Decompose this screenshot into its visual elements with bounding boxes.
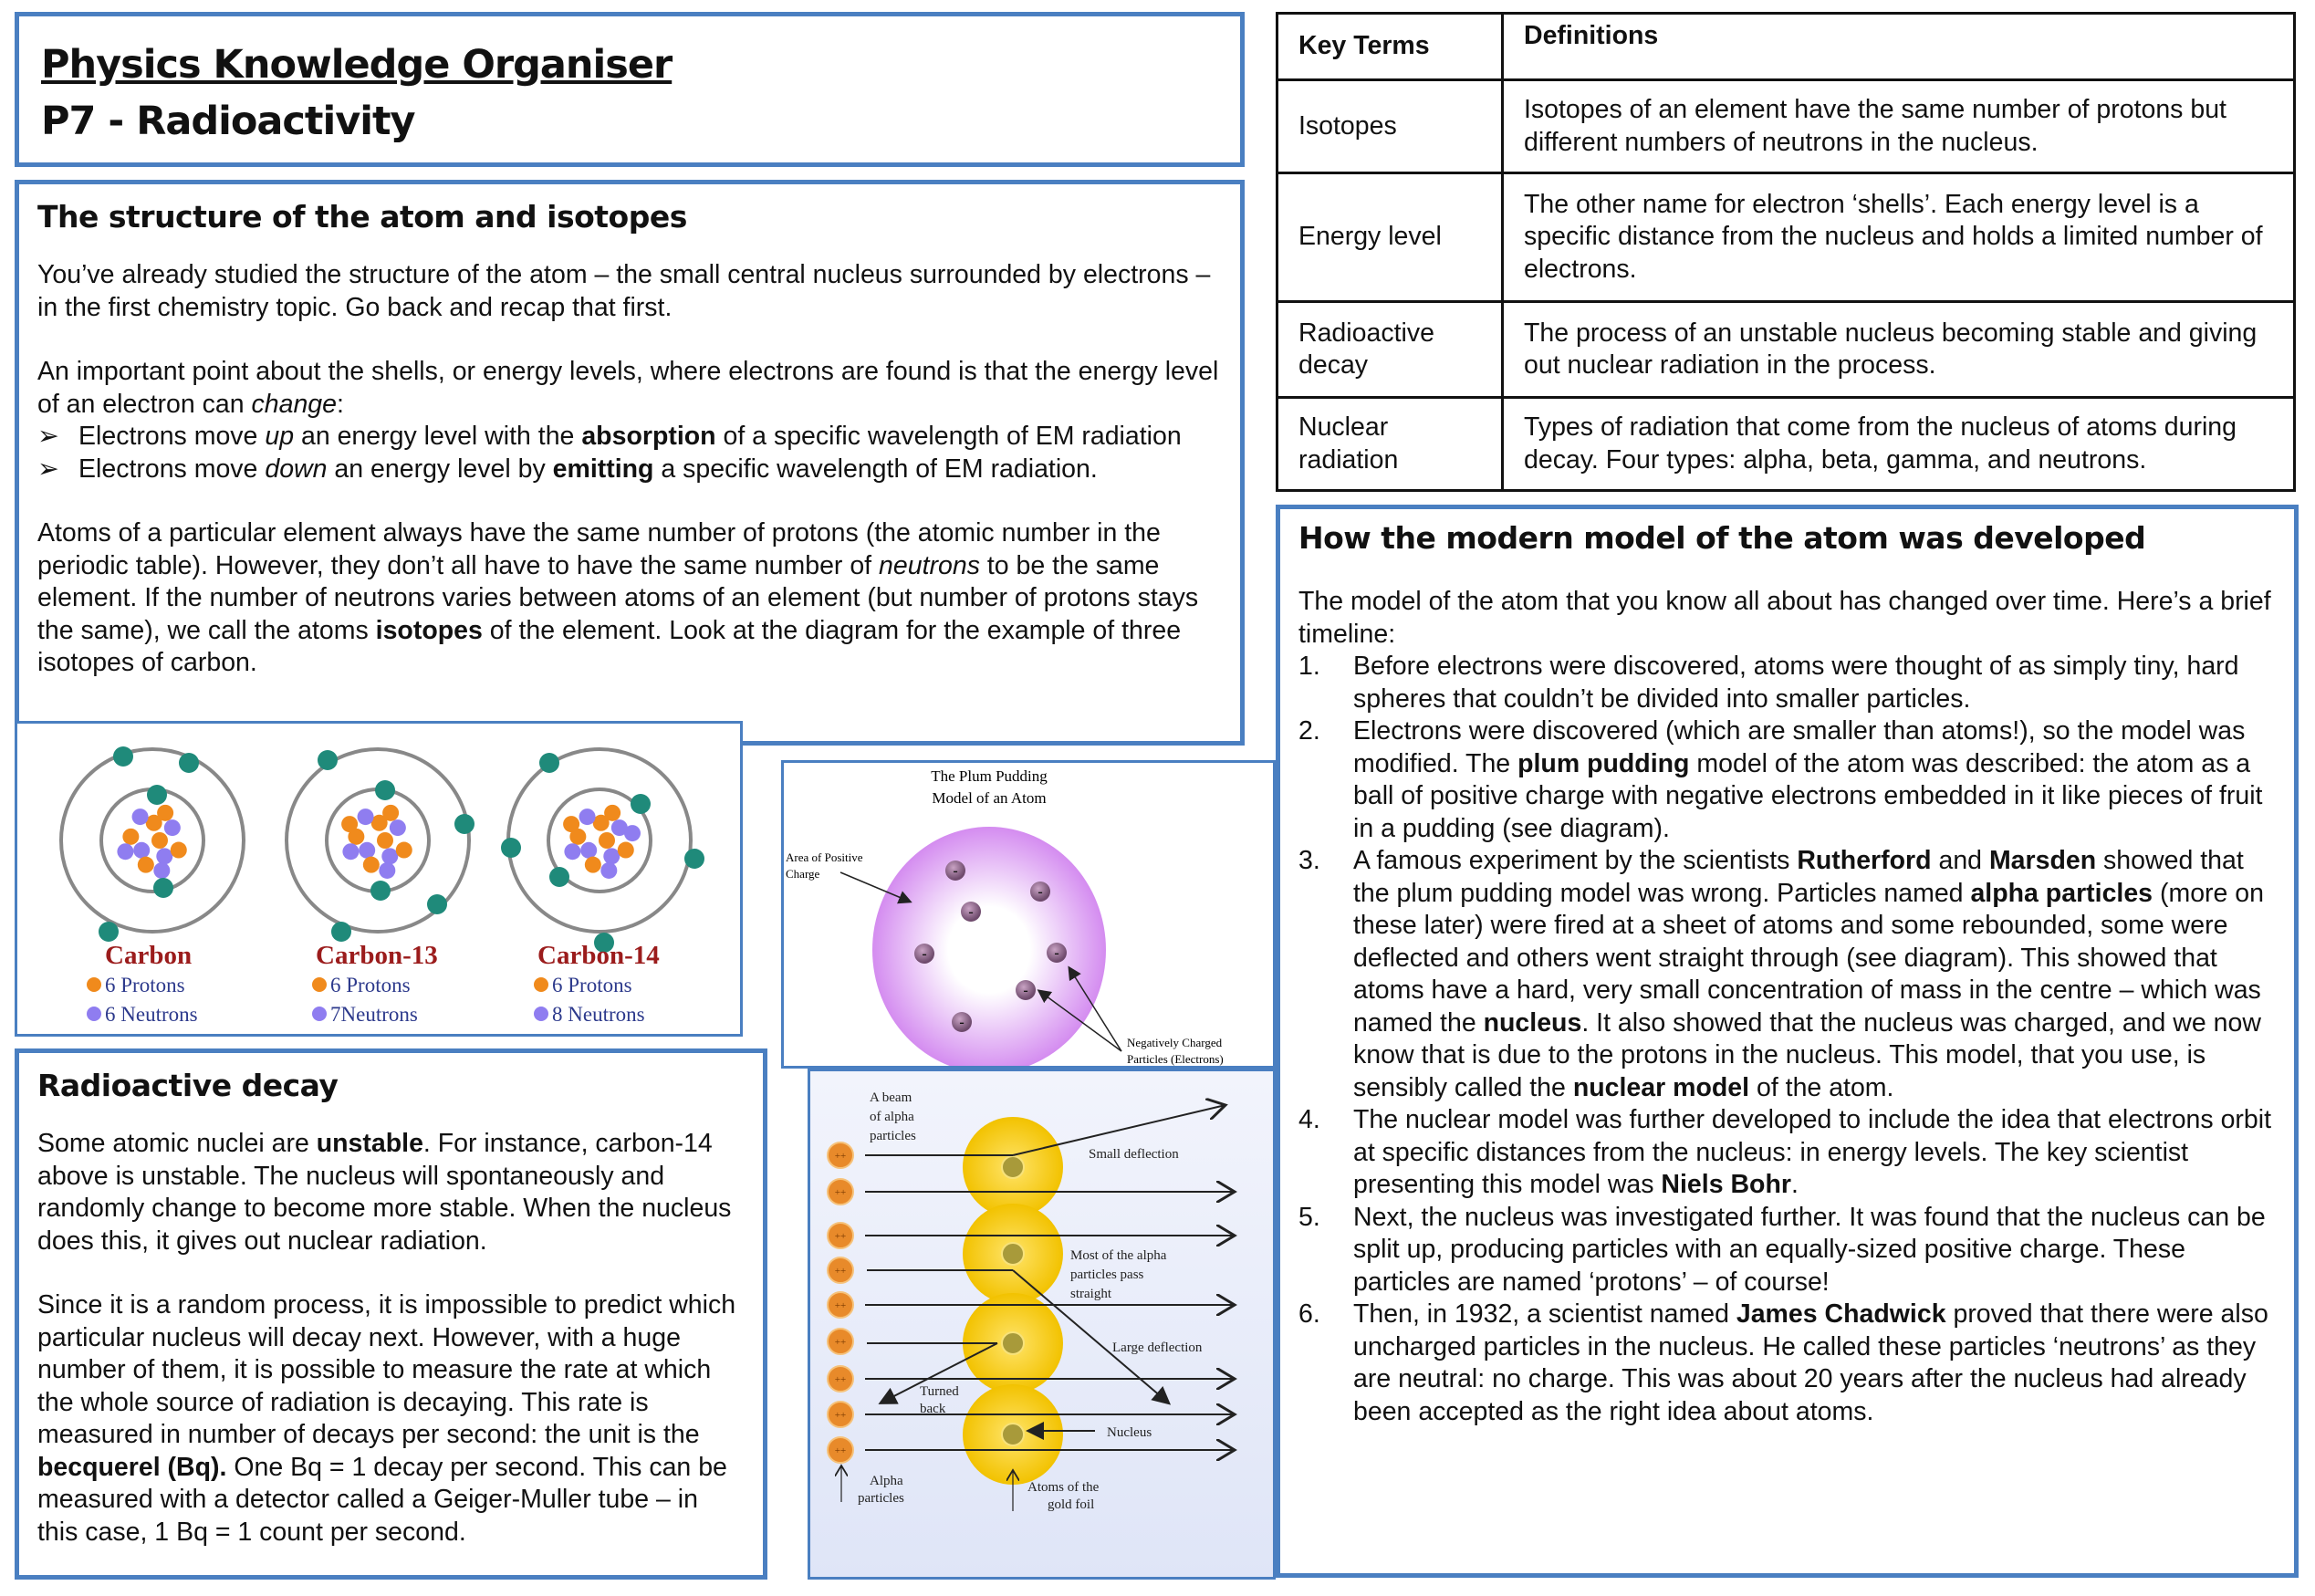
label-negative: Negatively Charged bbox=[1127, 1036, 1223, 1049]
alpha-particle-icon bbox=[828, 1366, 853, 1392]
table-row bbox=[1277, 173, 2295, 302]
neutron-icon bbox=[153, 862, 170, 879]
italic-text: change bbox=[251, 389, 338, 419]
timeline-item bbox=[1298, 715, 2276, 845]
nucleus-icon bbox=[1002, 1243, 1024, 1265]
proton-count: 6 Protons bbox=[552, 974, 632, 996]
alpha-particle-icon bbox=[828, 1179, 853, 1205]
isotopes-illustration bbox=[17, 724, 740, 1034]
proton-icon bbox=[585, 857, 601, 873]
electron-icon bbox=[113, 746, 133, 767]
arrow-bullet-icon: ➢ bbox=[37, 454, 59, 484]
svg-text:++: ++ bbox=[834, 1374, 847, 1385]
table-row bbox=[1277, 80, 2295, 173]
label-alpha-particles: particles bbox=[858, 1491, 904, 1506]
gold-foil-illustration bbox=[810, 1071, 1273, 1577]
electron-icon bbox=[179, 753, 199, 773]
electron-icon bbox=[952, 1012, 972, 1032]
svg-text:++: ++ bbox=[834, 1300, 847, 1311]
text-run: Some atomic nuclei are bbox=[37, 1129, 317, 1158]
electron-icon bbox=[370, 881, 391, 901]
carbon-isotopes-diagram bbox=[15, 721, 743, 1037]
text-run: an energy level with the bbox=[294, 422, 582, 451]
bullet-item bbox=[37, 421, 1222, 454]
text-run: You’ve already studied the structure of the atom – the small central nucleus surrounded by electrons – in the first chemistry topic. Go back and recap that first. bbox=[37, 260, 1211, 322]
text-run: Electrons move bbox=[78, 454, 266, 484]
gold-atom bbox=[963, 1117, 1063, 1217]
isotope-name: Carbon-13 bbox=[316, 941, 438, 970]
item-text bbox=[1353, 652, 2239, 714]
svg-text:-: - bbox=[1038, 884, 1043, 900]
text-run: Next, the nucleus was investigated further. It was found that the nucleus can be split up, producing particles with an equally-sized positive charge. These particles are named ‘protons’ – of course! bbox=[1353, 1202, 2266, 1297]
definition-cell: Types of radiation that come from the nucleus of atoms during decay. Four types: alpha, beta, gamma, and neutrons. bbox=[1503, 398, 2295, 491]
label-positive: Charge bbox=[786, 867, 820, 881]
electron-icon bbox=[331, 922, 351, 942]
term-cell: Energy level bbox=[1277, 173, 1503, 302]
page-title: Physics Knowledge Organiser bbox=[41, 42, 673, 88]
neutron-icon bbox=[379, 862, 395, 879]
neutron-icon bbox=[164, 819, 181, 836]
italic-text: neutrons bbox=[879, 550, 980, 580]
label-turned-back: back bbox=[920, 1402, 946, 1416]
alpha-particle-icon bbox=[828, 1223, 853, 1248]
plum-pudding-illustration bbox=[784, 763, 1273, 1066]
gold-atom bbox=[963, 1204, 1063, 1304]
text-run: Before electrons were discovered, atoms were thought of as simply tiny, hard spheres that couldn’t be divided into smaller particles. bbox=[1353, 652, 2239, 714]
table-header-row bbox=[1277, 14, 2295, 80]
bold-text: unstable bbox=[316, 1129, 423, 1158]
proton-count: 6 Protons bbox=[330, 974, 411, 996]
table-row bbox=[1277, 302, 2295, 398]
item-number: 1. bbox=[1298, 652, 1320, 681]
svg-text:++: ++ bbox=[834, 1410, 847, 1421]
text-run: : bbox=[337, 389, 344, 419]
bullet-item bbox=[37, 454, 1222, 486]
proton-count: 6 Protons bbox=[105, 974, 185, 996]
alpha-particle-icon bbox=[828, 1329, 853, 1354]
label-positive: Area of Positive bbox=[786, 850, 863, 864]
neutron-icon bbox=[580, 842, 597, 859]
timeline-item bbox=[1298, 1202, 2276, 1299]
text-run: of the atom. bbox=[1749, 1072, 1894, 1102]
proton-icon bbox=[151, 832, 168, 849]
timeline-item bbox=[1298, 651, 2276, 715]
text-run: model of the atom was described: the atom as a ball of positive charge with negative electrons embedded in it like pieces of fruit in a pudding (see diagram). bbox=[1353, 748, 2263, 843]
bold-text: James Chadwick bbox=[1736, 1299, 1946, 1329]
text-run: and bbox=[1931, 846, 1989, 875]
item-text bbox=[1353, 1203, 2266, 1297]
definition-cell: Isotopes of an element have the same number of protons but different numbers of neutrons in the nucleus. bbox=[1503, 80, 2295, 173]
nucleus-icon bbox=[1002, 1156, 1024, 1178]
label-alpha-particles: Alpha bbox=[870, 1474, 903, 1488]
electron-icon bbox=[1030, 881, 1050, 902]
label-most-pass: Most of the alpha bbox=[1070, 1248, 1167, 1263]
item-text bbox=[1353, 846, 2264, 1102]
bold-text: Marsden bbox=[1988, 846, 2097, 875]
electron-icon bbox=[631, 794, 651, 814]
text-run: . For instance, carbon-14 above is unstable. The nucleus will spontaneously and randomly change to become more stable. When the nucleus does this, it gives out nuclear radiation. bbox=[37, 1129, 732, 1256]
label-large-deflection: Large deflection bbox=[1112, 1340, 1203, 1355]
text-run: . bbox=[1790, 1170, 1799, 1199]
paragraph bbox=[37, 259, 1222, 324]
electron-icon bbox=[375, 780, 395, 800]
svg-text:++: ++ bbox=[834, 1337, 847, 1348]
text-run: . It also showed that the nucleus was charged, and we now know that is due to the protons in the nucleus. This model, that you use, is sensibly called the bbox=[1353, 1007, 2261, 1102]
bold-text: isotopes bbox=[375, 615, 483, 645]
column-header: Definitions bbox=[1503, 14, 2295, 80]
svg-text:-: - bbox=[968, 904, 974, 920]
text-run: Electrons were discovered (which are smaller than atoms!), so the model was modified. The bbox=[1353, 716, 2246, 778]
text-run: of the element. Look at the diagram for the example of three isotopes of carbon. bbox=[37, 615, 1182, 677]
neutron-icon bbox=[390, 819, 406, 836]
bold-text: plum pudding bbox=[1517, 748, 1690, 778]
item-text bbox=[1353, 1299, 2268, 1426]
paragraph bbox=[37, 356, 1222, 421]
neutron-key-icon bbox=[312, 1007, 327, 1021]
section-heading: The structure of the atom and isotopes bbox=[37, 199, 687, 235]
alpha-particle-icon bbox=[828, 1257, 853, 1283]
label-beam: A beam bbox=[870, 1090, 912, 1105]
label-beam: particles bbox=[870, 1129, 916, 1143]
paragraph bbox=[37, 517, 1222, 680]
proton-icon bbox=[377, 832, 393, 849]
table-row bbox=[1277, 398, 2295, 491]
definition-cell: The other name for electron ‘shells’. Each energy level is a specific distance from the nucleus and holds a limited number of electrons. bbox=[1503, 173, 2295, 302]
bold-text: Rutherford bbox=[1797, 846, 1932, 875]
timeline-item bbox=[1298, 845, 2276, 1104]
nucleus-icon bbox=[1002, 1424, 1024, 1445]
section-heading: Radioactive decay bbox=[37, 1068, 339, 1103]
label-gold-foil: gold foil bbox=[1048, 1497, 1095, 1512]
label-nucleus: Nucleus bbox=[1107, 1425, 1152, 1440]
proton-icon bbox=[138, 857, 154, 873]
electron-icon bbox=[454, 814, 474, 834]
neutron-icon bbox=[358, 808, 374, 825]
label-most-pass: particles pass bbox=[1070, 1267, 1144, 1282]
item-number: 4. bbox=[1298, 1105, 1320, 1134]
bullet-text bbox=[78, 454, 1098, 484]
proton-key-icon bbox=[312, 977, 327, 992]
neutron-icon bbox=[579, 808, 596, 825]
proton-icon bbox=[157, 805, 173, 821]
timeline-item bbox=[1298, 1104, 2276, 1202]
neutron-icon bbox=[564, 843, 580, 860]
svg-text:-: - bbox=[1054, 945, 1059, 961]
section-heading: How the modern model of the atom was developed bbox=[1298, 520, 2146, 556]
bullet-list bbox=[37, 421, 1222, 485]
proton-icon bbox=[171, 842, 187, 859]
svg-text:-: - bbox=[959, 1015, 965, 1030]
column-header: Key Terms bbox=[1277, 14, 1503, 80]
bold-text: emitting bbox=[552, 454, 654, 484]
text-run: A famous experiment by the scientists bbox=[1353, 846, 1798, 875]
neutron-key-icon bbox=[87, 1007, 101, 1021]
paragraph bbox=[37, 1289, 745, 1549]
gold-atom bbox=[963, 1384, 1063, 1485]
svg-text:++: ++ bbox=[834, 1151, 847, 1162]
page-subtitle: P7 - Radioactivity bbox=[41, 99, 415, 144]
proton-icon bbox=[396, 842, 412, 859]
bold-text: nuclear model bbox=[1572, 1072, 1750, 1102]
plum-pudding-diagram bbox=[781, 760, 1276, 1069]
isotope-name: Carbon-14 bbox=[537, 941, 660, 970]
svg-text:-: - bbox=[953, 863, 958, 879]
bold-text: nucleus bbox=[1483, 1007, 1582, 1038]
svg-text:-: - bbox=[1023, 983, 1028, 998]
definition-cell: The process of an unstable nucleus becoming stable and giving out nuclear radiation in the process. bbox=[1503, 302, 2295, 398]
bold-text: absorption bbox=[581, 422, 716, 451]
text-run: a specific wavelength of EM radiation. bbox=[653, 454, 1098, 484]
electron-icon bbox=[684, 849, 704, 869]
text-run: Electrons move bbox=[78, 422, 266, 451]
neutron-icon bbox=[381, 848, 398, 864]
timeline-list bbox=[1298, 651, 2276, 1428]
title-box bbox=[15, 12, 1245, 167]
item-number: 6. bbox=[1298, 1299, 1320, 1329]
electron-icon bbox=[99, 922, 119, 942]
neutron-count: 6 Neutrons bbox=[105, 1003, 198, 1026]
electron-icon bbox=[549, 867, 569, 887]
neutron-icon bbox=[132, 808, 149, 825]
electron-icon bbox=[914, 944, 934, 964]
italic-text: down bbox=[265, 454, 328, 484]
electron-icon bbox=[147, 785, 167, 805]
item-number: 5. bbox=[1298, 1202, 1320, 1232]
proton-icon bbox=[599, 832, 615, 849]
text-run: to be the same element. If the number of neutrons varies between atoms of an element (but number of protons stays the same), we call the atoms bbox=[37, 550, 1199, 645]
text-run: an energy level by bbox=[327, 454, 553, 484]
neutron-icon bbox=[359, 842, 375, 859]
electron-icon bbox=[1016, 980, 1036, 1000]
bold-text: alpha particles bbox=[1970, 878, 2153, 908]
electron-icon bbox=[961, 902, 981, 922]
item-text bbox=[1353, 716, 2262, 843]
text-run: Atoms of a particular element always have the same number of protons (the atomic number in the periodic table). However, they don’t all have to have the same number of bbox=[37, 518, 1161, 580]
item-number: 2. bbox=[1298, 716, 1320, 746]
text-run: The model of the atom that you know all about has changed over time. Here’s a brief timeline: bbox=[1298, 587, 2271, 649]
neutron-icon bbox=[624, 825, 641, 841]
proton-icon bbox=[604, 805, 620, 821]
neutron-icon bbox=[156, 848, 172, 864]
neutron-icon bbox=[133, 842, 150, 859]
label-turned-back: Turned bbox=[920, 1384, 959, 1399]
italic-text: up bbox=[265, 422, 295, 451]
proton-key-icon bbox=[87, 977, 101, 992]
item-text bbox=[1353, 1105, 2271, 1199]
text-run: Then, in 1932, a scientist named bbox=[1353, 1299, 1736, 1329]
neutron-icon bbox=[342, 843, 359, 860]
rutherford-scattering-diagram bbox=[808, 1069, 1276, 1580]
text-run: (more on these later) were fired at a sheet of atoms and some rebounded, some were deflected and others went straight through (see diagram). This showed that atoms have a hard, very small concentration of mass in the centre – which was named the bbox=[1353, 878, 2265, 1038]
term-cell: Isotopes bbox=[1277, 80, 1503, 173]
svg-text:++: ++ bbox=[834, 1266, 847, 1277]
text-run: One Bq = 1 decay per second. This can be measured with a detector called a Geiger-Muller tube – in this case, 1 Bq = 1 count per second. bbox=[37, 1452, 727, 1547]
electron-icon bbox=[427, 894, 447, 914]
label-small-deflection: Small deflection bbox=[1089, 1147, 1179, 1162]
label-negative: Particles (Electrons) bbox=[1127, 1052, 1224, 1066]
svg-text:++: ++ bbox=[834, 1445, 847, 1456]
electron-icon bbox=[1047, 943, 1067, 963]
isotope-name: Carbon bbox=[105, 941, 193, 970]
neutron-icon bbox=[117, 843, 133, 860]
plum-title: Model of an Atom bbox=[932, 789, 1047, 807]
electron-icon bbox=[153, 878, 173, 898]
electron-icon bbox=[501, 838, 521, 858]
proton-icon bbox=[363, 857, 380, 873]
text-run: proved that there were also uncharged particles in the nucleus. He called these particles ‘neutrons’ as they are neutral: no charge. This was about 20 years after the nucleus had already been accepted as the right idea about atoms. bbox=[1353, 1299, 2268, 1426]
nucleus-icon bbox=[1002, 1332, 1024, 1354]
radioactive-decay-section bbox=[15, 1048, 767, 1580]
plum-title: The Plum Pudding bbox=[931, 767, 1048, 785]
atom-structure-section bbox=[15, 180, 1245, 746]
alpha-particle-icon bbox=[828, 1142, 853, 1168]
text-run: An important point about the shells, or energy levels, where electrons are found is that the energy level of an electron can bbox=[37, 357, 1219, 419]
label-beam: of alpha bbox=[870, 1110, 914, 1124]
proton-icon bbox=[341, 816, 358, 832]
positive-charge-sphere bbox=[872, 827, 1106, 1066]
term-cell: Radioactive decay bbox=[1277, 302, 1503, 398]
atom-model-history-section bbox=[1276, 505, 2299, 1578]
label-most-pass: straight bbox=[1070, 1287, 1111, 1301]
proton-icon bbox=[618, 842, 634, 859]
label-gold-foil: Atoms of the bbox=[1027, 1480, 1100, 1495]
svg-text:++: ++ bbox=[834, 1231, 847, 1242]
proton-icon bbox=[563, 816, 579, 832]
proton-icon bbox=[122, 829, 139, 845]
text-run: The nuclear model was further developed to include the idea that electrons orbit at specific distances from the nucleus: in energy levels. The key scientist presenting this model was bbox=[1353, 1105, 2272, 1199]
electron-icon bbox=[945, 861, 965, 881]
alpha-particle-icon bbox=[828, 1292, 853, 1318]
neutron-count: 7Neutrons bbox=[330, 1003, 418, 1026]
bold-text: Niels Bohr bbox=[1661, 1170, 1791, 1199]
arrow-bullet-icon: ➢ bbox=[37, 422, 59, 451]
text-run: showed that the plum pudding model was wrong. Particles named bbox=[1353, 846, 2244, 908]
neutron-key-icon bbox=[534, 1007, 548, 1021]
text-run: of a specific wavelength of EM radiation bbox=[715, 422, 1182, 451]
bullet-text bbox=[78, 422, 1182, 451]
neutron-count: 8 Neutrons bbox=[552, 1003, 645, 1026]
item-number: 3. bbox=[1298, 846, 1320, 875]
paragraph bbox=[37, 1128, 745, 1257]
timeline-item bbox=[1298, 1299, 2276, 1428]
alpha-particle-icon bbox=[828, 1402, 853, 1427]
svg-text:-: - bbox=[922, 946, 927, 962]
electron-icon bbox=[539, 753, 559, 773]
paragraph bbox=[1298, 586, 2276, 651]
text-run: Since it is a random process, it is impossible to predict which particular nucleus will decay next. However, with a huge number of them, it is possible to measure the rate at which the whole source of radiation is decaying. This rate is measured in number of decays per second: the unit is the bbox=[37, 1290, 736, 1449]
svg-text:++: ++ bbox=[834, 1187, 847, 1198]
electron-icon bbox=[318, 750, 338, 770]
bold-text: becquerel (Bq). bbox=[37, 1452, 227, 1482]
neutron-icon bbox=[600, 862, 617, 879]
neutron-icon bbox=[603, 848, 620, 864]
alpha-particle-icon bbox=[828, 1437, 853, 1463]
term-cell: Nuclear radiation bbox=[1277, 398, 1503, 491]
proton-icon bbox=[382, 805, 399, 821]
proton-key-icon bbox=[534, 977, 548, 992]
key-terms-table bbox=[1276, 12, 2296, 492]
